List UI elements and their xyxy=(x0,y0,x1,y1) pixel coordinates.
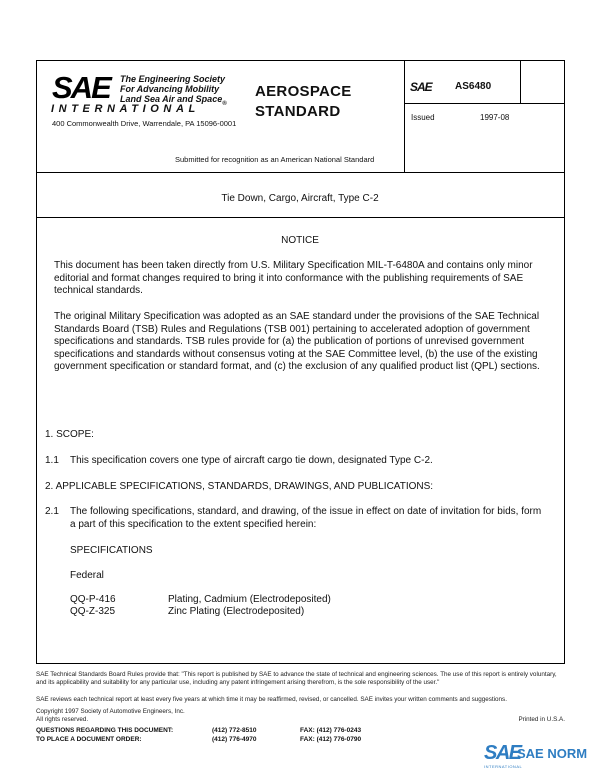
document-number: AS6480 xyxy=(455,81,492,92)
issued-cell xyxy=(404,103,565,104)
sae-norm-subtext: INTERNATIONAL xyxy=(484,764,523,769)
sae-norm-logo: SAE xyxy=(484,742,521,764)
registered-mark: ® xyxy=(222,100,227,107)
questions-phone: (412) 772-8510 xyxy=(212,727,257,734)
order-label: TO PLACE A DOCUMENT ORDER: xyxy=(36,736,142,743)
issued-date: 1997-08 xyxy=(480,113,510,122)
notice-paragraph-1: This document has been taken directly from U.S. Military Specification MIL-T-6480A and contains only minor editorial and format changes required to bring it into conformance with the publishing requirements of SAE technical standards. xyxy=(54,260,533,297)
document-title: Tie Down, Cargo, Aircraft, Type C-2 xyxy=(221,193,379,204)
federal-heading: Federal xyxy=(70,570,104,581)
printed-note: Printed in U.S.A. xyxy=(518,716,565,723)
tagline-3: Land Sea Air and Space$_®$ xyxy=(120,94,227,107)
section-1-1-number: 1.1 xyxy=(45,455,59,466)
standard-title xyxy=(255,82,352,122)
section-2-heading: 2. APPLICABLE SPECIFICATIONS, STANDARDS, DRAWINGS, AND PUBLICATIONS: xyxy=(45,481,434,492)
questions-fax: FAX: (412) 776-0243 xyxy=(300,727,362,734)
copyright-line-2: All rights reserved. xyxy=(36,716,89,724)
logo-international: INTERNATIONAL xyxy=(51,103,200,115)
footer-review-note: SAE reviews each technical report at least every five years at which time it may be reaffirmed, revised, or cancelled. SAE invites your written comments and suggestions. xyxy=(36,696,507,703)
address: 400 Commonwealth Drive, Warrendale, PA 15096-0001 xyxy=(52,119,237,128)
specifications-heading: SPECIFICATIONS xyxy=(70,545,153,556)
title-line-2: STANDARD xyxy=(255,103,341,120)
section-2-1-number: 2.1 xyxy=(45,506,59,517)
section-1-1-text: This specification covers one type of aircraft cargo tie down, designated Type C-2. xyxy=(70,455,433,466)
order-phone: (412) 776-4970 xyxy=(212,736,257,743)
footer-disclaimer: SAE Technical Standards Board Rules provide that: "This report is published by SAE to advance the state of technical and engineering sciences. The use of this report is entirely voluntary, and its applicability and suitability for any particular use, including any patent infringement arising therefrom, is the sole responsibility of the user." xyxy=(36,671,557,687)
notice-paragraph-2: The original Military Specification was adopted as an SAE standard under the provisions of the SAE Technical Standards Board (TSB) Rules and Regulations (TSB 001) pertaining to accelerated adoption of government specifications and standards. TSB rules provide for (a) the publication of portions of unrevised government specifications and standards without consensus voting at the SAE Committee level, (b) the use of the existing government specification or standard format, and (c) the exclusion of any qualified product list (QPL) sections. xyxy=(54,311,540,373)
title-line-1: AEROSPACE xyxy=(255,83,352,100)
sae-small-logo: SAE xyxy=(410,80,432,94)
spec-code: QQ-P-416 xyxy=(70,594,116,605)
spec-code: QQ-Z-325 xyxy=(70,606,116,617)
section-1-heading: 1. SCOPE: xyxy=(45,429,94,440)
spec-description: Plating, Cadmium (Electrodeposited) xyxy=(168,594,331,605)
copyright-line-1: Copyright 1997 Society of Automotive Engineers, Inc. xyxy=(36,708,185,715)
issued-label: Issued xyxy=(411,113,435,122)
sae-norm-text: SAE NORM xyxy=(517,746,588,761)
spec-description: Zinc Plating (Electrodeposited) xyxy=(168,606,305,617)
questions-label: QUESTIONS REGARDING THIS DOCUMENT: xyxy=(36,727,174,734)
order-fax: FAX: (412) 776-0790 xyxy=(300,736,362,743)
section-2-1-text: The following specifications, standard, and drawing, of the issue in effect on date of invitation for bids, form a part of this specification to the extent specified herein: xyxy=(70,506,542,530)
notice-heading: NOTICE xyxy=(281,235,319,246)
tagline-1: The Engineering Society xyxy=(120,74,226,84)
tagline-2: For Advancing Mobility xyxy=(120,84,220,94)
submitted-note: Submitted for recognition as an American National Standard xyxy=(175,155,375,164)
sae-logo: SAE xyxy=(52,70,110,105)
